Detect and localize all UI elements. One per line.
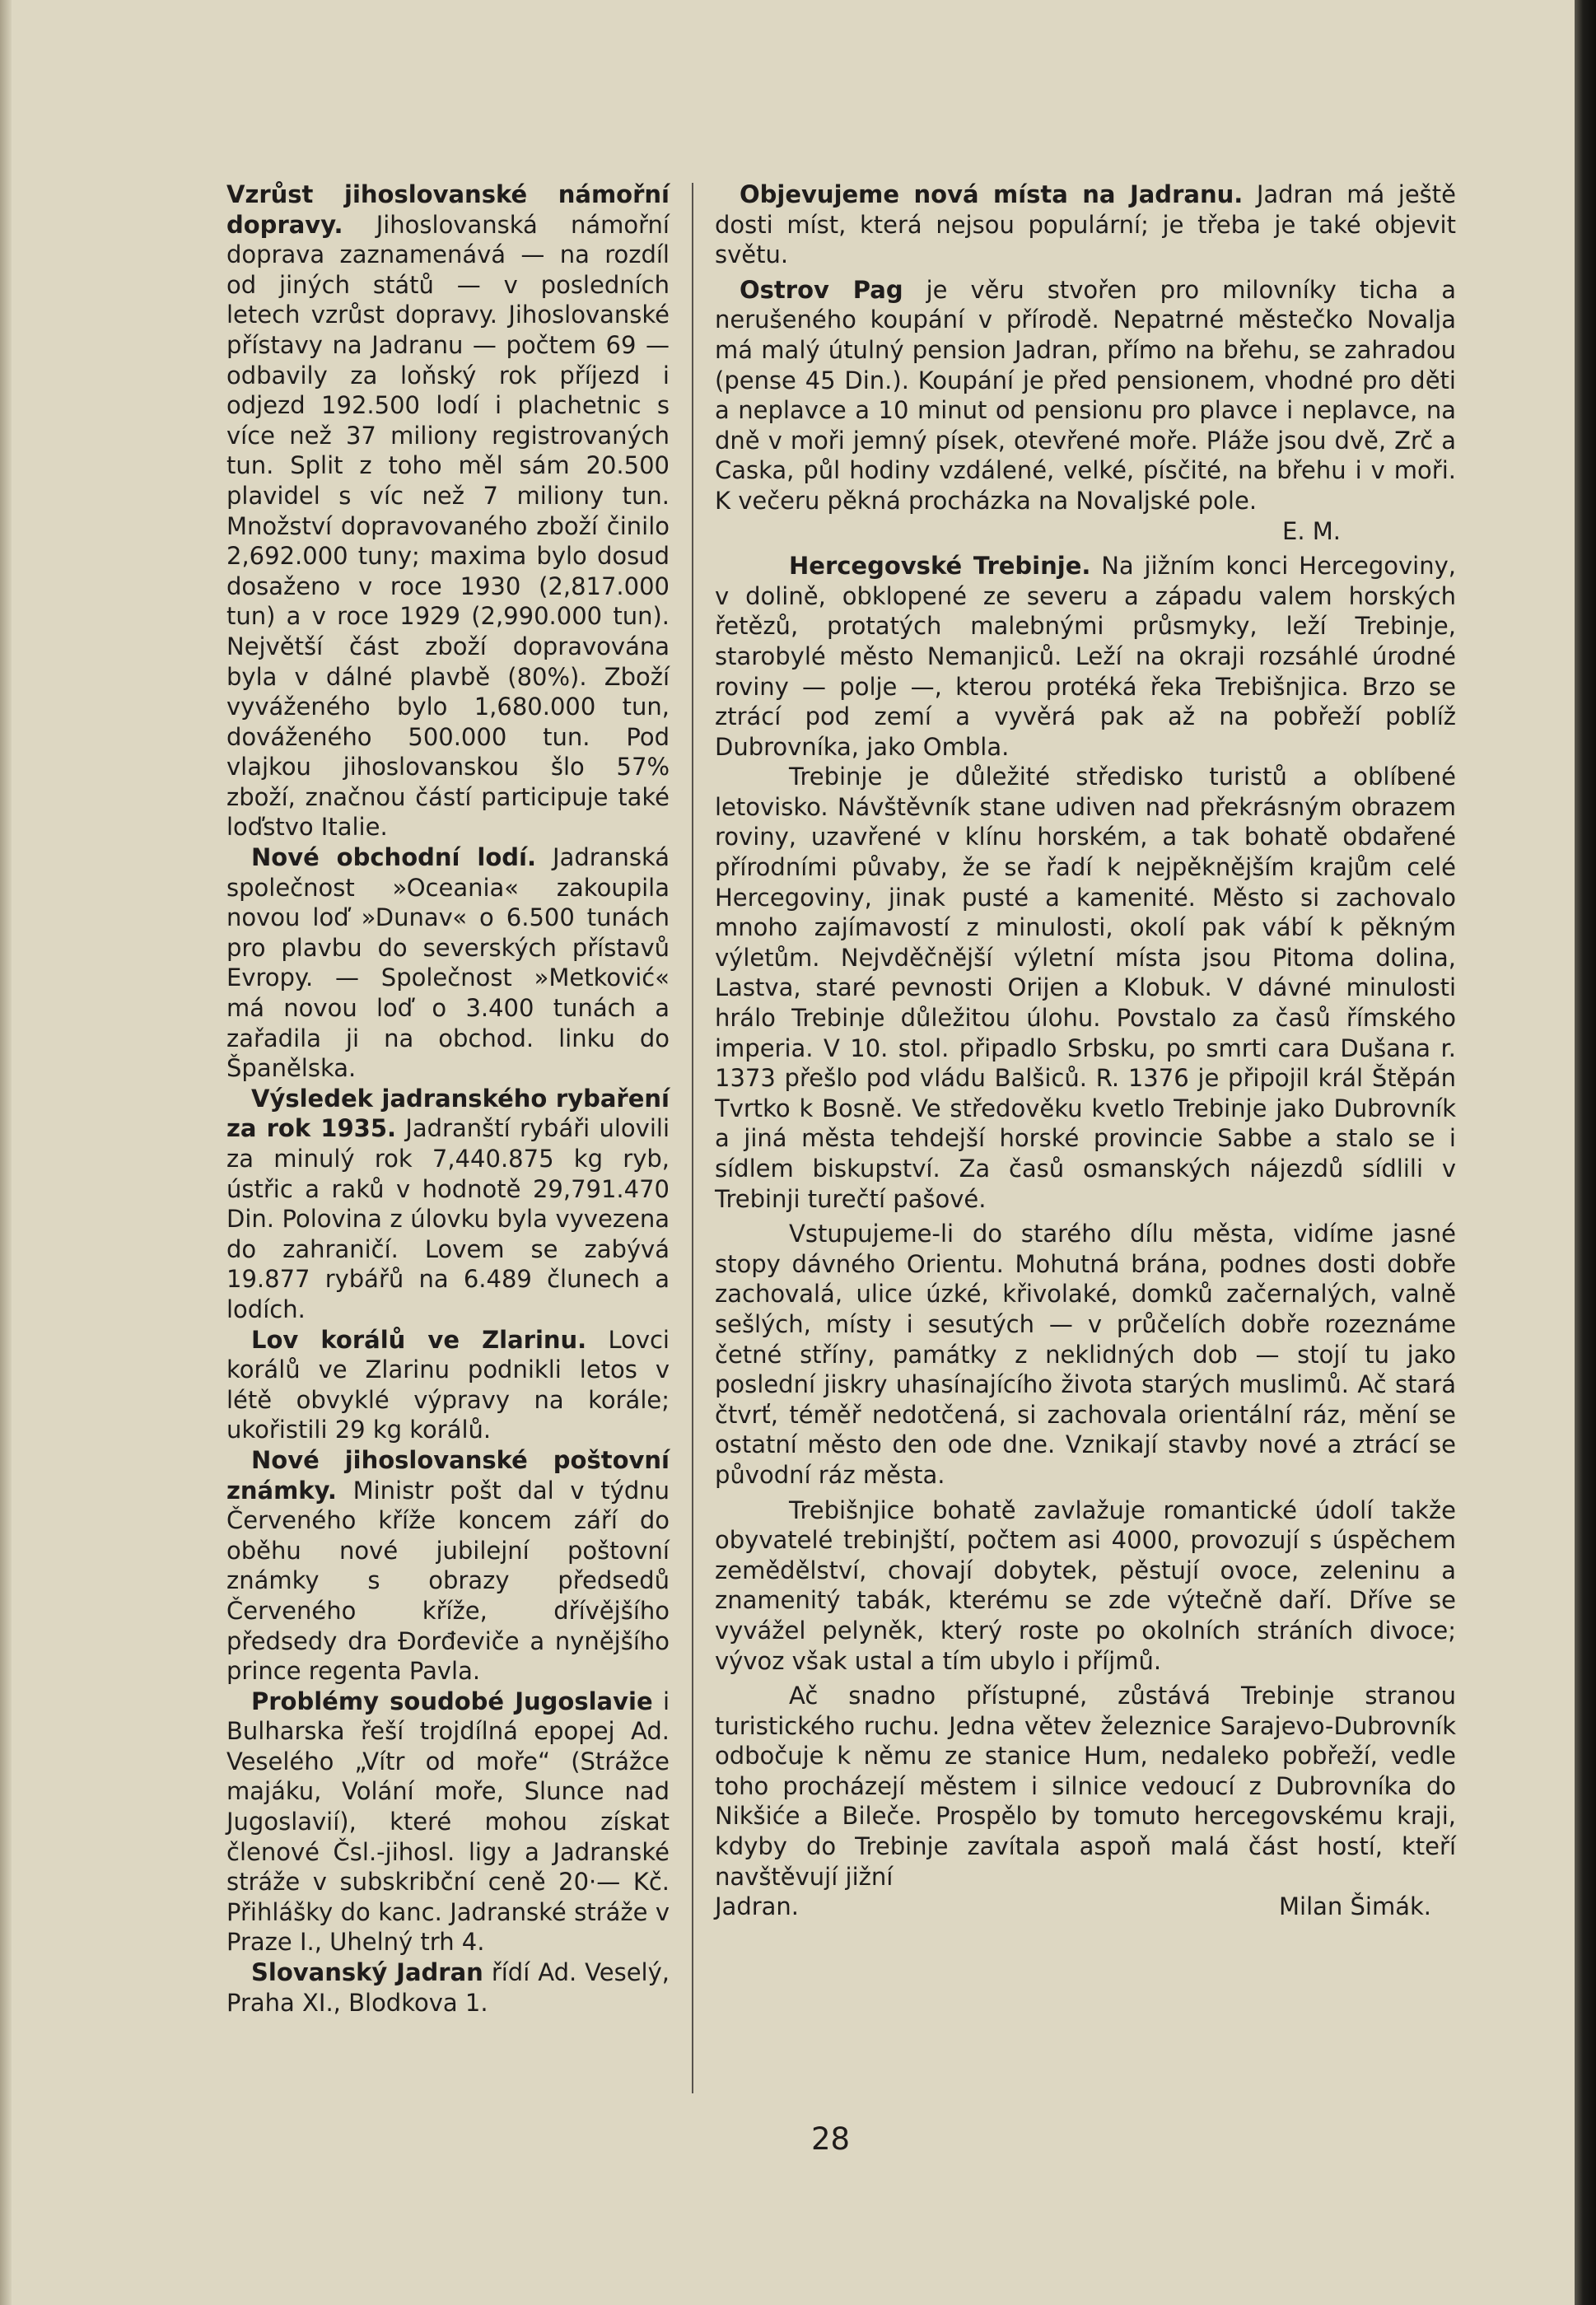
body-trebinje-4: Ač snadno přístupné, zůstává Trebinje stranou turistického ruchu. Jedna větev železnice Sarajevo-Dubrovník odbočuje k němu ze stanice Hum, nedaleko pobřeží, vedle toho procházejí městem i silnice vedoucí z Dubrovníka do Nikšiće a Bileče. Prospělo by tomuto hercegovskému kraji, kdyby do Trebinje zavítala aspoň malá část hostí, kteří navštěvují jižní — [715, 1682, 1456, 1891]
page-number: 28 — [811, 2121, 851, 2157]
heading-objevujeme: Objevujeme nová místa na Jadranu. — [740, 180, 1244, 208]
heading-slovansky: Slovanský Jadran — [251, 1958, 483, 1987]
article-koraly — [226, 1325, 670, 1445]
paragraph-trebinje-4 — [715, 1681, 1456, 1892]
body-trebinje-intro: Na jižním konci Hercegoviny, v dolině, obklopené ze severu a západu valem horských řetězů, protatých malebnými průsmyky, leží Trebinje, starobylé město Nemanjiců. Leží na okraji rozsáhlé úrodné roviny — polje —, kterou protéká řeka Trebišnjica. Brzo se ztrácí pod zemí a vyvěrá pak až na pobřeží poblíž Dubrovníka, jako Ombla. — [715, 552, 1456, 761]
signature-row-trebinje — [715, 1892, 1456, 1922]
heading-znamky: Nové jihoslovanské poštovní známky. — [226, 1445, 670, 1505]
page-binding-edge — [0, 0, 12, 2305]
heading-problemy: Problémy soudobé Jugoslavie — [251, 1687, 653, 1715]
body-trebinje-3: Trebišnjice bohatě zavlažuje romantické údolí takže obyvatelé trebinjští, počtem asi 4000, provozují s úspěchem zemědělství, chovají dobytek, pěstují ovoce, zeleninu a znamenitý tabák, kterému se zde výtečně daří. Dříve se vyvážel pelyněk, který roste po okolních stráních divoce; vývoz však ustal a tím ubylo i příjmů. — [715, 1495, 1456, 1675]
body-vzrust: Jihoslovanská námořní doprava zaznamenává — na rozdíl od jiných států — v posledních letech vzrůst dopravy. Jihoslovanské přístavy na Jadranu — počtem 69 — odbavily za loňský rok příjezd i odjezd 192.500 lodí i plachetnic s více než 37 miliony registrovaných tun. Split z toho měl sám 20.500 plavidel s víc než 7 miliony tun. Množství dopravovaného zboží činilo 2,692.000 tuny; maxima bylo dosud dosaženo v roce 1930 (2,817.000 tun) a v roce 1929 (2,990.000 tun). Největší část zboží dopravována byla v dálné plavbě (80%). Zboží vyváženého bylo 1,680.000 tun, dováženého 500.000 tun. Pod vlajkou jihoslovanskou šlo 57% zboží, značnou částí participuje také loďstvo Italie. — [226, 210, 670, 842]
article-rybareni — [226, 1084, 670, 1325]
column-divider — [692, 183, 693, 2093]
heading-rybareni: Výsledek jadranského rybaření za rok 1935. — [226, 1084, 670, 1143]
heading-pag: Ostrov Pag — [740, 275, 903, 304]
body-slovansky: řídí Ad. Veselý, Praha XI., Blodkova 1. — [226, 1958, 670, 2017]
body-trebinje-2: Vstupujeme-li do starého dílu města, vidíme jasné stopy dávného Orientu. Mohutná brána, podnes dosti dobře zachovalá, ulice úzké, křivolaké, domků začernalých, valně sešlých, místy i sesutých — v průčelích dobře rozeznáme četné stříny, památky z neklidných dob — stojí tu jako poslední jiskry uhasínajícího života starých muslimů. Ač stará čtvrť, téměř nedotčená, si zachovala orientální ráz, mění se ostatní město den ode dne. Vznikají stavby nové a ztrácí se původní ráz města. — [715, 1220, 1456, 1489]
article-problemy — [226, 1687, 670, 1957]
body-problemy: i Bulharska řeší trojdílná epopej Ad. Veselého „Vítr od moře“ (Strážce majáku, Volání moře, Slunce nad Jugoslavií), které mohou získat členové Čsl.-jihosl. ligy a Jadranské stráže v subskribční ceně 20·— Kč. Přihlášky do kanc. Jadranské stráže v Praze I., Uhelný trh 4. — [226, 1687, 670, 1957]
paragraph-trebinje-3 — [715, 1495, 1456, 1677]
heading-vzrust: Vzrůst jihoslovanské námořní dopravy. — [226, 180, 670, 239]
body-rybareni: Jadranští rybáři ulovili za minulý rok 7,440.875 kg ryb, ústřic a raků v hodnotě 29,791.470 Din. Polovina z úlovku byla vyvezena do zahraničí. Lovem se zabývá 19.877 rybářů na 6.489 člunech a lodích. — [226, 1114, 670, 1323]
page-edge-shadow — [1575, 0, 1596, 2305]
author-signature: Milan Šimák. — [1278, 1892, 1431, 1921]
body-znamky: Ministr pošt dal v týdnu Červeného kříže koncem září do oběhu nové jubilejní poštovní známky s obrazy předsedů Červeného kříže, dřívějšího předsedy dra Đorđeviče a nynějšího prince regenta Pavla. — [226, 1476, 670, 1686]
body-objevujeme: Jadran má ještě dosti míst, která nejsou populární; je třeba je také objevit světu. — [715, 180, 1457, 269]
article-vzrust — [226, 180, 670, 842]
paragraph-trebinje-2 — [715, 1219, 1456, 1490]
heading-trebinje: Hercegovské Trebinje. — [789, 552, 1091, 581]
article-lode — [226, 842, 670, 1084]
last-line-trebinje: Jadran. — [715, 1892, 800, 1921]
right-column — [715, 180, 1456, 1922]
article-trebinje — [715, 551, 1456, 762]
body-pag: je věru stvořen pro milovníky ticha a nerušeného koupání v přírodě. Nepatrné městečko Novalja má malý útulný pension Jadran, přímo na břehu, se zahradou (pense 45 Din.). Koupání je před pensionem, vhodné pro děti a neplavce a 10 minut od pensionu pro plavce i neplavce, na dně v moři jemný písek, otevřené moře. Pláže jsou dvě, Zrč a Caska, půl hodiny vzdálené, velké, písčité, na břehu i v moři. K večeru pěkná procházka na Novaljské pole. — [715, 275, 1457, 515]
paragraph-trebinje-1 — [715, 762, 1456, 1214]
article-objevujeme — [715, 180, 1456, 270]
body-koraly: Lovci korálů ve Zlarinu podnikli letos v létě obvyklé výpravy na korále; ukořistili 29 kg korálů. — [226, 1325, 670, 1444]
heading-koraly: Lov korálů ve Zlarinu. — [251, 1325, 587, 1354]
body-trebinje-1: Trebinje je důležité středisko turistů a oblíbené letovisko. Návštěvník stane udiven nad překrásným obrazem roviny, uzavřené v klínu horském, a tak bohatě obdařené přírodními půvaby, že se řadí k nejpěknějším krajům celé Hercegoviny, jinak pusté a kamenité. Město si zachovalo mnoho zajímavostí z minulosti, okolí pak vábí k pěkným výletům. Nejvděčnější výletní místa jsou Pitoma dolina, Lastva, staré pevnosti Orijen a Klobuk. V dávné minulosti hrálo Trebinje důležitou úlohu. Povstalo za časů římského imperia. V 10. stol. připadlo Srbsku, po smrti cara Dušana r. 1373 přešlo pod vládu Balšiců. R. 1376 je připojil král Štěpán Tvrtko k Bosně. Ve středověku kvetlo Trebinje jako Dubrovník a jiná města tehdejší horské provincie Sabbe a stalo se i sídlem biskupství. Za časů osmanských nájezdů sídlili v Trebinji turečtí pašové. — [715, 763, 1456, 1213]
signature-row-pag — [715, 516, 1456, 547]
article-znamky — [226, 1445, 670, 1687]
left-column — [226, 180, 670, 2018]
article-pag — [715, 275, 1456, 516]
body-lode: Jadranská společnost »Oceania« zakoupila novou loď »Dunav« o 6.500 tunách pro plavbu do severských přístavů Evropy. — Společnost »Metković« má novou loď o 3.400 tunách a zařadila ji na obchod. linku do Španělska. — [226, 843, 670, 1083]
heading-lode: Nové obchodní lodí. — [251, 843, 536, 872]
signature-pag: E. M. — [1282, 516, 1341, 545]
article-slovansky — [226, 1957, 670, 2018]
